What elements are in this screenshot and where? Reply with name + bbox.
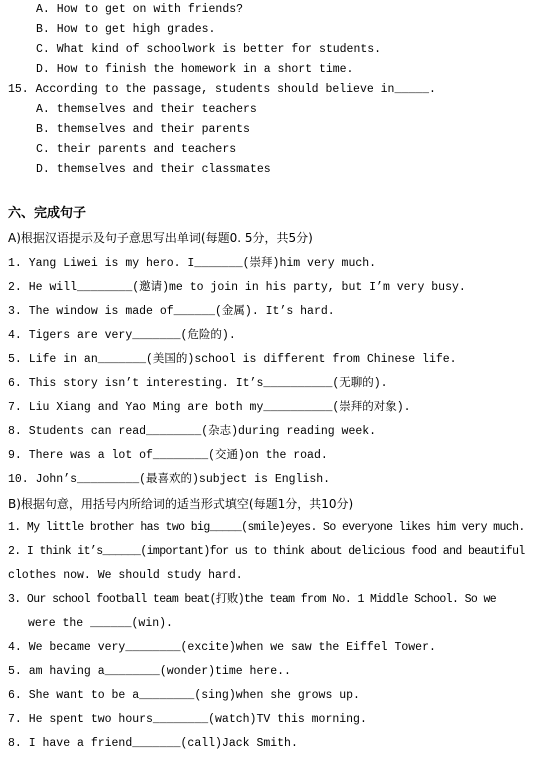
q14-option-a: A. How to get on with friends? (36, 3, 244, 16)
q14-option-b: B. How to get high grades. (36, 23, 216, 36)
q15-stem: 15. According to the passage, students should believe in_____. (8, 83, 436, 96)
q15-option-a: A. themselves and their teachers (36, 103, 257, 116)
part-b-item-2-continuation: clothes now. We should study hard. (8, 569, 243, 582)
part-b-item-3-continuation: were the ______(win). (28, 617, 173, 630)
part-a-item-9: 9. There was a lot of________(交通)on the road. (8, 449, 328, 462)
part-a-item-5: 5. Life in an_______(美国的)school is different from Chinese life. (8, 353, 457, 366)
part-b-item-1: 1. My little brother has two big_____(smile)eyes. So everyone likes him very much. (8, 521, 525, 534)
q14-option-c: C. What kind of schoolwork is better for students. (36, 43, 382, 56)
q14-option-d: D. How to finish the homework in a short time. (36, 63, 354, 76)
part-a-item-7: 7. Liu Xiang and Yao Ming are both my__________(崇拜的对象). (8, 401, 411, 414)
part-b-item-4: 4. We became very________(excite)when we saw the Eiffel Tower. (8, 641, 436, 654)
part-a-item-8: 8. Students can read________(杂志)during reading week. (8, 425, 377, 438)
part-a-item-1: 1. Yang Liwei is my hero. I_______(崇拜)him very much. (8, 257, 377, 270)
part-a-item-3: 3. The window is made of______(金属). It’s hard. (8, 305, 335, 318)
section-6-title: 六、完成句子 (8, 206, 87, 221)
part-b-item-5: 5. am having a________(wonder)time here.. (8, 665, 291, 678)
part-b-item-2: 2. I think it’s______(important)for us to think about delicious food and beautiful (8, 545, 525, 558)
part-a-heading: A)根据汉语提示及句子意思写出单词(每题0. 5分，共5分) (8, 231, 313, 245)
part-b-item-7: 7. He spent two hours________(watch)TV this morning. (8, 713, 367, 726)
part-a-item-6: 6. This story isn’t interesting. It’s__________(无聊的). (8, 377, 388, 390)
part-a-item-2: 2. He will________(邀请)me to join in his party, but I’m very busy. (8, 281, 466, 294)
part-b-item-6: 6. She want to be a________(sing)when she grows up. (8, 689, 360, 702)
part-b-item-3: 3. Our school football team beat(打败)the team from No. 1 Middle School. So we (8, 593, 497, 606)
q15-option-d: D. themselves and their classmates (36, 163, 271, 176)
part-b-heading: B)根据句意，用括号内所给词的适当形式填空(每题1分，共10分) (8, 497, 354, 511)
part-a-item-10: 10. John’s_________(最喜欢的)subject is English. (8, 473, 331, 486)
part-a-item-4: 4. Tigers are very_______(危险的). (8, 329, 236, 342)
q15-option-c: C. their parents and teachers (36, 143, 237, 156)
part-b-item-8: 8. I have a friend_______(call)Jack Smith. (8, 737, 298, 750)
q15-option-b: B. themselves and their parents (36, 123, 250, 136)
